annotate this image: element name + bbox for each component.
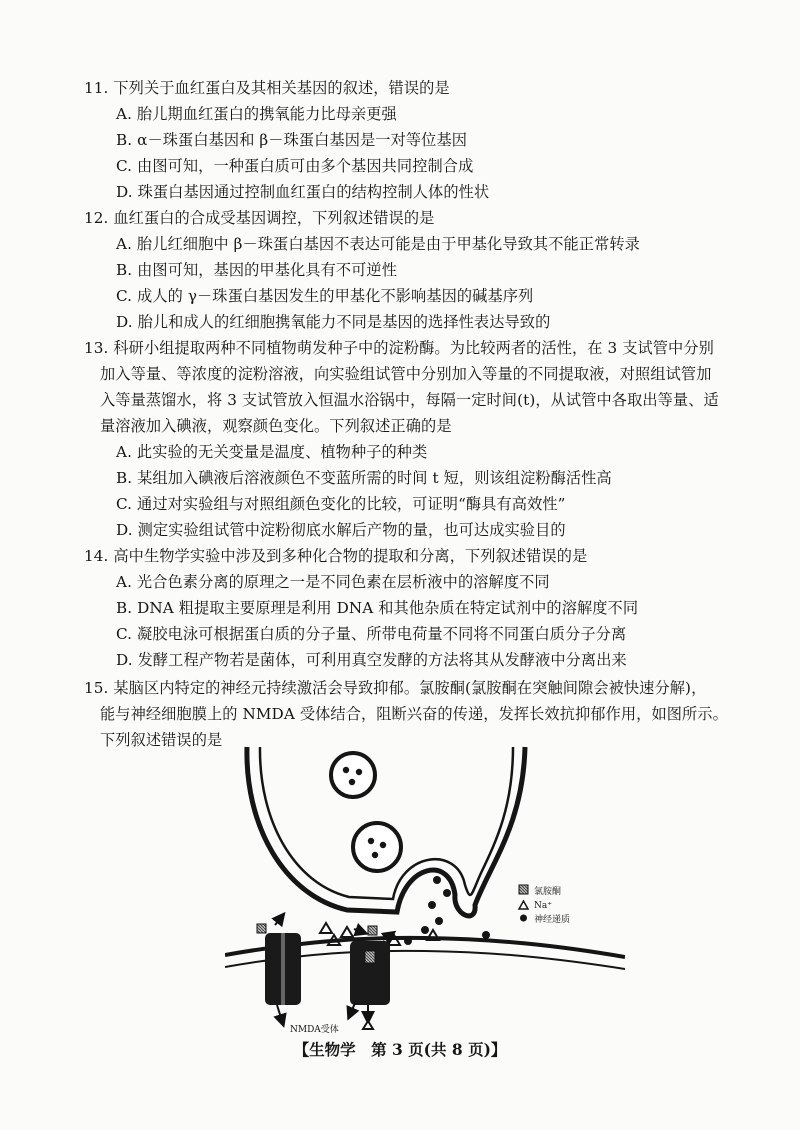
q14-stem: 14. 高中生物学实验中涉及到多种化合物的提取和分离，下列叙述错误的是 xyxy=(84,547,588,565)
legend-ketamine-label: 氯胺酮 xyxy=(534,887,562,897)
q12-option-b: B. 由图可知，基因的甲基化具有不可逆性 xyxy=(116,261,398,279)
q15-stem-line2: 能与神经细胞膜上的 NMDA 受体结合，阻断兴奋的传递，发挥长效抗抑郁作用，如图所示。 xyxy=(100,705,728,723)
q11-option-c: C. 由图可知，一种蛋白质可由多个基因共同控制合成 xyxy=(116,157,474,175)
legend-sodium-icon xyxy=(519,901,528,909)
q14-option-a: A. 光合色素分离的原理之一是不同色素在层析液中的溶解度不同 xyxy=(116,573,550,591)
q14-option-c: C. 凝胶电泳可根据蛋白质的分子量、所带电荷量不同将不同蛋白质分子分离 xyxy=(116,625,627,643)
q13-option-b: B. 某组加入碘液后溶液颜色不变蓝所需的时间 t 短，则该组淀粉酶活性高 xyxy=(116,469,612,487)
q13-stem-line1: 13. 科研小组提取两种不同植物萌发种子中的淀粉酶。为比较两者的活性，在 3 支试管中分别 xyxy=(84,339,714,357)
q11-stem: 11. 下列关于血红蛋白及其相关基因的叙述，错误的是 xyxy=(84,79,450,97)
q11-option-d: D. 珠蛋白基因通过控制血红蛋白的结构控制人体的性状 xyxy=(116,183,490,201)
q13-option-c: C. 通过对实验组与对照组颜色变化的比较，可证明“酶具有高效性” xyxy=(116,495,566,513)
q13-stem-line2: 加入等量、等浓度的淀粉溶液，向实验组试管中分别加入等量的不同提取液，对照组试管加 xyxy=(100,365,712,383)
legend-neurotransmitter-label: 神经递质 xyxy=(534,915,571,925)
q11-option-a: A. 胎儿期血红蛋白的携氧能力比母亲更强 xyxy=(116,105,397,123)
q13-stem-line4: 量溶液加入碘液，观察颜色变化。下列叙述正确的是 xyxy=(100,417,452,435)
q12-option-a: A. 胎儿红细胞中 β－珠蛋白基因不表达可能是由于甲基化导致其不能正常转录 xyxy=(116,235,640,253)
legend xyxy=(519,885,570,925)
page-footer: 【生物学 第 3 页(共 8 页)】 xyxy=(293,1040,507,1059)
synaptic-vesicle xyxy=(331,753,375,797)
q12-option-d: D. 胎儿和成人的红细胞携氧能力不同是基因的选择性表达导致的 xyxy=(116,313,551,331)
q12-option-c: C. 成人的 γ－珠蛋白基因发生的甲基化不影响基因的碱基序列 xyxy=(116,287,534,305)
q14-option-d: D. 发酵工程产物若是菌体，可利用真空发酵的方法将其从发酵液中分离出来 xyxy=(116,651,627,669)
q15-stem-line1: 15. 某脑区内特定的神经元持续激活会导致抑郁。氯胺酮(氯胺酮在突触间隙会被快速分解)， xyxy=(84,679,707,697)
q13-option-a: A. 此实验的无关变量是温度、植物种子的种类 xyxy=(116,443,428,461)
legend-sodium-label: Na⁺ xyxy=(534,901,552,911)
q12-stem: 12. 血红蛋白的合成受基因调控，下列叙述错误的是 xyxy=(84,209,435,227)
q14-option-b: B. DNA 粗提取主要原理是利用 DNA 和其他杂质在特定试剂中的溶解度不同 xyxy=(116,599,639,617)
synapse-diagram xyxy=(225,745,625,1035)
q13-option-d: D. 测定实验组试管中淀粉彻底水解后产物的量，也可达成实验目的 xyxy=(116,521,566,539)
legend-ketamine-icon xyxy=(519,885,528,894)
ketamine-molecule xyxy=(257,915,283,933)
nmda-receptor-left xyxy=(265,933,301,1024)
q13-stem-line3: 入等量蒸馏水，将 3 支试管放入恒温水浴锅中，每隔一定时间(t)，从试管中各取出等量、适 xyxy=(100,391,719,409)
q15-stem-line3: 下列叙述错误的是 xyxy=(100,731,223,749)
nmda-receptor-right xyxy=(349,941,390,1029)
q11-option-b: B. α－珠蛋白基因和 β－珠蛋白基因是一对等位基因 xyxy=(116,131,468,149)
nmda-receptor-label: NMDA受体 xyxy=(290,1025,339,1035)
legend-neurotransmitter-icon xyxy=(520,915,527,922)
synaptic-vesicle xyxy=(353,823,401,871)
